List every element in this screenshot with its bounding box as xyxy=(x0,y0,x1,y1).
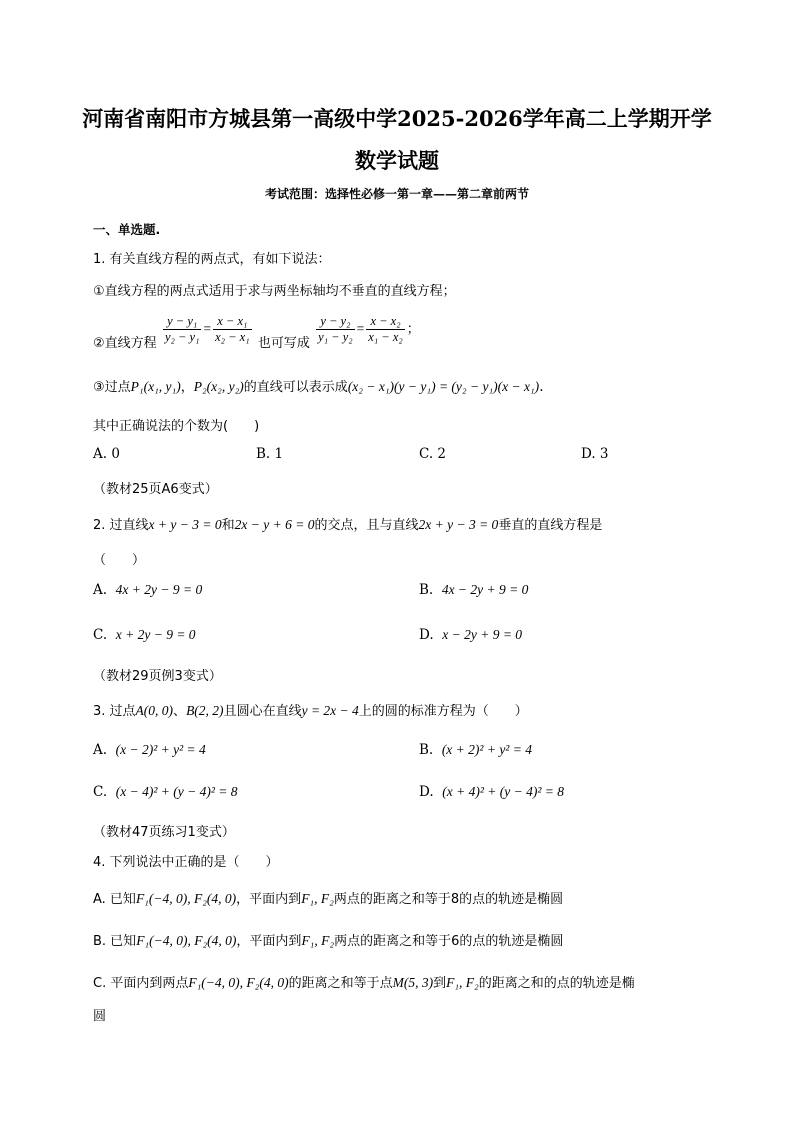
q1-s2-text-a: ②直线方程 xyxy=(93,336,157,351)
q1-frac1-den: y₂ − y₁ xyxy=(164,330,200,344)
section-heading: 一、单选题. xyxy=(93,222,161,237)
q3-option-c-label: C. xyxy=(93,784,108,800)
q3-sep: 、 xyxy=(173,704,187,719)
q1-ask: 其中正确说法的个数为( ) xyxy=(93,419,260,434)
q4-a-foci: F₁(−4, 0), F₂(4, 0) xyxy=(135,891,237,906)
q1-frac1-num: y − y₁ xyxy=(163,314,201,330)
q4-b-mid: ，平面内到 xyxy=(236,934,302,949)
q2-stem-a: 2. 过直线 xyxy=(93,518,149,533)
q3-option-d[interactable] xyxy=(419,784,564,800)
q1-statement-3 xyxy=(93,376,543,395)
q1-frac3-num: y − y₂ xyxy=(316,314,354,330)
q3-option-d-label: D. xyxy=(419,784,434,800)
q1-statement-2: ②直线方程 $\frac{\text{y − y₁}}{\text{y₂ − y₁}}$ = $\frac{\text{x − x₁}}{\text{x₂ − x₁}}$ 也可写成 $\frac{\text{y − y₂}}{\text{y₁ − y₂}}$ = $\frac{\text{x − x₂}}{\text{x₁ − x₂}}$ ； xyxy=(93,314,420,351)
exam-scope: 考试范围：选择性必修一第一章——第二章前两节 xyxy=(264,187,529,201)
q2-eq3: 2x + y − 3 = 0 xyxy=(418,517,499,532)
q2-note: （教材29页例3变式） xyxy=(93,669,222,684)
q3-stem-b: 且圆心在直线 xyxy=(223,704,302,719)
q1-s3-comma: ， xyxy=(180,380,194,395)
q1-frac3-den: y₁ − y₂ xyxy=(318,330,353,344)
q1-frac3 xyxy=(316,314,354,345)
q2-stem-b: 的交点，且与直线 xyxy=(314,518,419,533)
q2-option-c-expr: x + 2y − 9 = 0 xyxy=(115,627,196,642)
q2-option-c-label: C. xyxy=(93,627,108,643)
q3-note: （教材47页练习1变式） xyxy=(93,825,235,840)
q1-frac2-den: x₂ − x₁ xyxy=(215,330,250,344)
q4-option-a[interactable] xyxy=(93,888,563,907)
q3-option-c-expr: (x − 4)² + (y − 4)² = 8 xyxy=(115,784,238,799)
q3-point-b: B(2, 2) xyxy=(186,703,224,718)
q2-option-b[interactable] xyxy=(419,582,528,598)
q4-a-pre: A. 已知 xyxy=(93,892,136,907)
q4-option-c[interactable] xyxy=(93,972,635,991)
q4-a-f12: F₁, F₂ xyxy=(301,891,334,906)
q2-option-c[interactable] xyxy=(93,627,196,643)
q2-and: 和 xyxy=(221,518,235,533)
q1-option-b[interactable]: B. 1 xyxy=(256,446,284,462)
q4-b-foci: F₁(−4, 0), F₂(4, 0) xyxy=(136,933,237,948)
exam-title-line2: 数学试题 xyxy=(355,148,439,173)
q1-option-c[interactable]: C. 2 xyxy=(419,446,447,462)
q2-option-b-label: B. xyxy=(419,582,434,598)
q4-c-foci: F₁(−4, 0), F₂(4, 0) xyxy=(188,975,289,990)
q1-frac4-num: x − x₂ xyxy=(366,314,404,330)
q3-point-a: A(0, 0) xyxy=(135,703,174,718)
q1-point-p2: P₂(x₂, y₂) xyxy=(193,379,244,394)
q3-option-b-expr: (x + 2)² + y² = 4 xyxy=(441,742,532,757)
q3-option-c[interactable] xyxy=(93,784,238,800)
q3-option-d-expr: (x + 4)² + (y − 4)² = 8 xyxy=(442,784,564,799)
q4-c-to: 到 xyxy=(433,976,447,991)
q1-point-p1: P₁(x₁, y₁) xyxy=(130,379,181,394)
q4-b-end: 两点的距离之和等于6的点的轨迹是椭圆 xyxy=(334,934,564,949)
q1-s3-equation: (x₂ − x₁)(y − y₁) = (y₂ − y₁)(x − x₁) xyxy=(347,379,540,394)
q1-s2-end: ； xyxy=(406,322,420,337)
q4-option-c-wrap: 圆 xyxy=(93,1009,107,1024)
q3-option-a[interactable] xyxy=(93,742,206,758)
q4-b-f12: F₁, F₂ xyxy=(301,933,335,948)
q1-frac4 xyxy=(366,314,404,345)
exam-title-line1: 河南省南阳市方城县第一高级中学2025-2026学年高二上学期开学 xyxy=(82,106,712,131)
q4-c-pre: C. 平面内到两点 xyxy=(93,976,189,991)
q3-stem-a: 3. 过点 xyxy=(93,704,136,719)
q2-stem xyxy=(93,514,602,533)
q4-option-b[interactable] xyxy=(93,930,563,949)
q1-s3-text-a: ③过点 xyxy=(93,380,131,395)
q3-stem-c: 上的圆的标准方程为（ ） xyxy=(358,704,528,719)
q2-option-a-label: A. xyxy=(93,582,108,598)
q3-option-b[interactable] xyxy=(419,742,532,758)
q1-frac1 xyxy=(163,314,201,345)
q3-stem xyxy=(93,700,528,719)
q1-note: （教材25页A6变式） xyxy=(93,482,218,497)
q1-stem: 1. 有关直线方程的两点式，有如下说法： xyxy=(93,252,331,267)
q1-s3-text-b: 的直线可以表示成 xyxy=(243,380,348,395)
q4-b-pre: B. 已知 xyxy=(93,934,137,949)
q4-c-mid: 的距离之和等于点 xyxy=(288,976,393,991)
q1-frac2-num: x − x₁ xyxy=(213,314,251,330)
q2-option-a-expr: 4x + 2y − 9 = 0 xyxy=(115,582,203,597)
q3-option-b-label: B. xyxy=(419,742,434,758)
q2-option-b-expr: 4x − 2y + 9 = 0 xyxy=(441,582,529,597)
q2-option-d[interactable] xyxy=(419,627,522,643)
q3-option-a-expr: (x − 2)² + y² = 4 xyxy=(115,742,206,757)
q4-a-end: 两点的距离之和等于8的点的轨迹是椭圆 xyxy=(333,892,564,907)
q2-eq2: 2x − y + 6 = 0 xyxy=(234,517,315,532)
q2-option-d-expr: x − 2y + 9 = 0 xyxy=(442,627,523,642)
q1-s2-text-b: 也可写成 xyxy=(257,336,310,351)
q2-option-d-label: D. xyxy=(419,627,434,643)
q2-option-a[interactable] xyxy=(93,582,202,598)
q1-statement-1: ①直线方程的两点式适用于求与两坐标轴均不垂直的直线方程； xyxy=(93,284,456,299)
q2-paren: （ ） xyxy=(93,553,146,568)
q4-c-point-m: M(5, 3) xyxy=(392,975,434,990)
q2-stem-c: 垂直的直线方程是 xyxy=(498,518,603,533)
q4-c-end: 的距离之和的点的轨迹是椭 xyxy=(478,976,635,991)
q3-line: y = 2x − 4 xyxy=(301,703,359,718)
q4-stem: 4. 下列说法中正确的是（ ） xyxy=(93,855,279,870)
q1-frac4-den: x₁ − x₂ xyxy=(368,330,403,344)
q1-option-d[interactable]: D. 3 xyxy=(581,446,609,462)
q1-s3-end: . xyxy=(539,379,544,395)
q1-frac2 xyxy=(213,314,251,345)
q2-eq1: x + y − 3 = 0 xyxy=(148,517,222,532)
q4-a-mid: ，平面内到 xyxy=(236,892,302,907)
q4-c-f12: F₁, F₂ xyxy=(446,975,479,990)
q1-option-a[interactable]: A. 0 xyxy=(93,446,120,462)
q3-option-a-label: A. xyxy=(93,742,108,758)
